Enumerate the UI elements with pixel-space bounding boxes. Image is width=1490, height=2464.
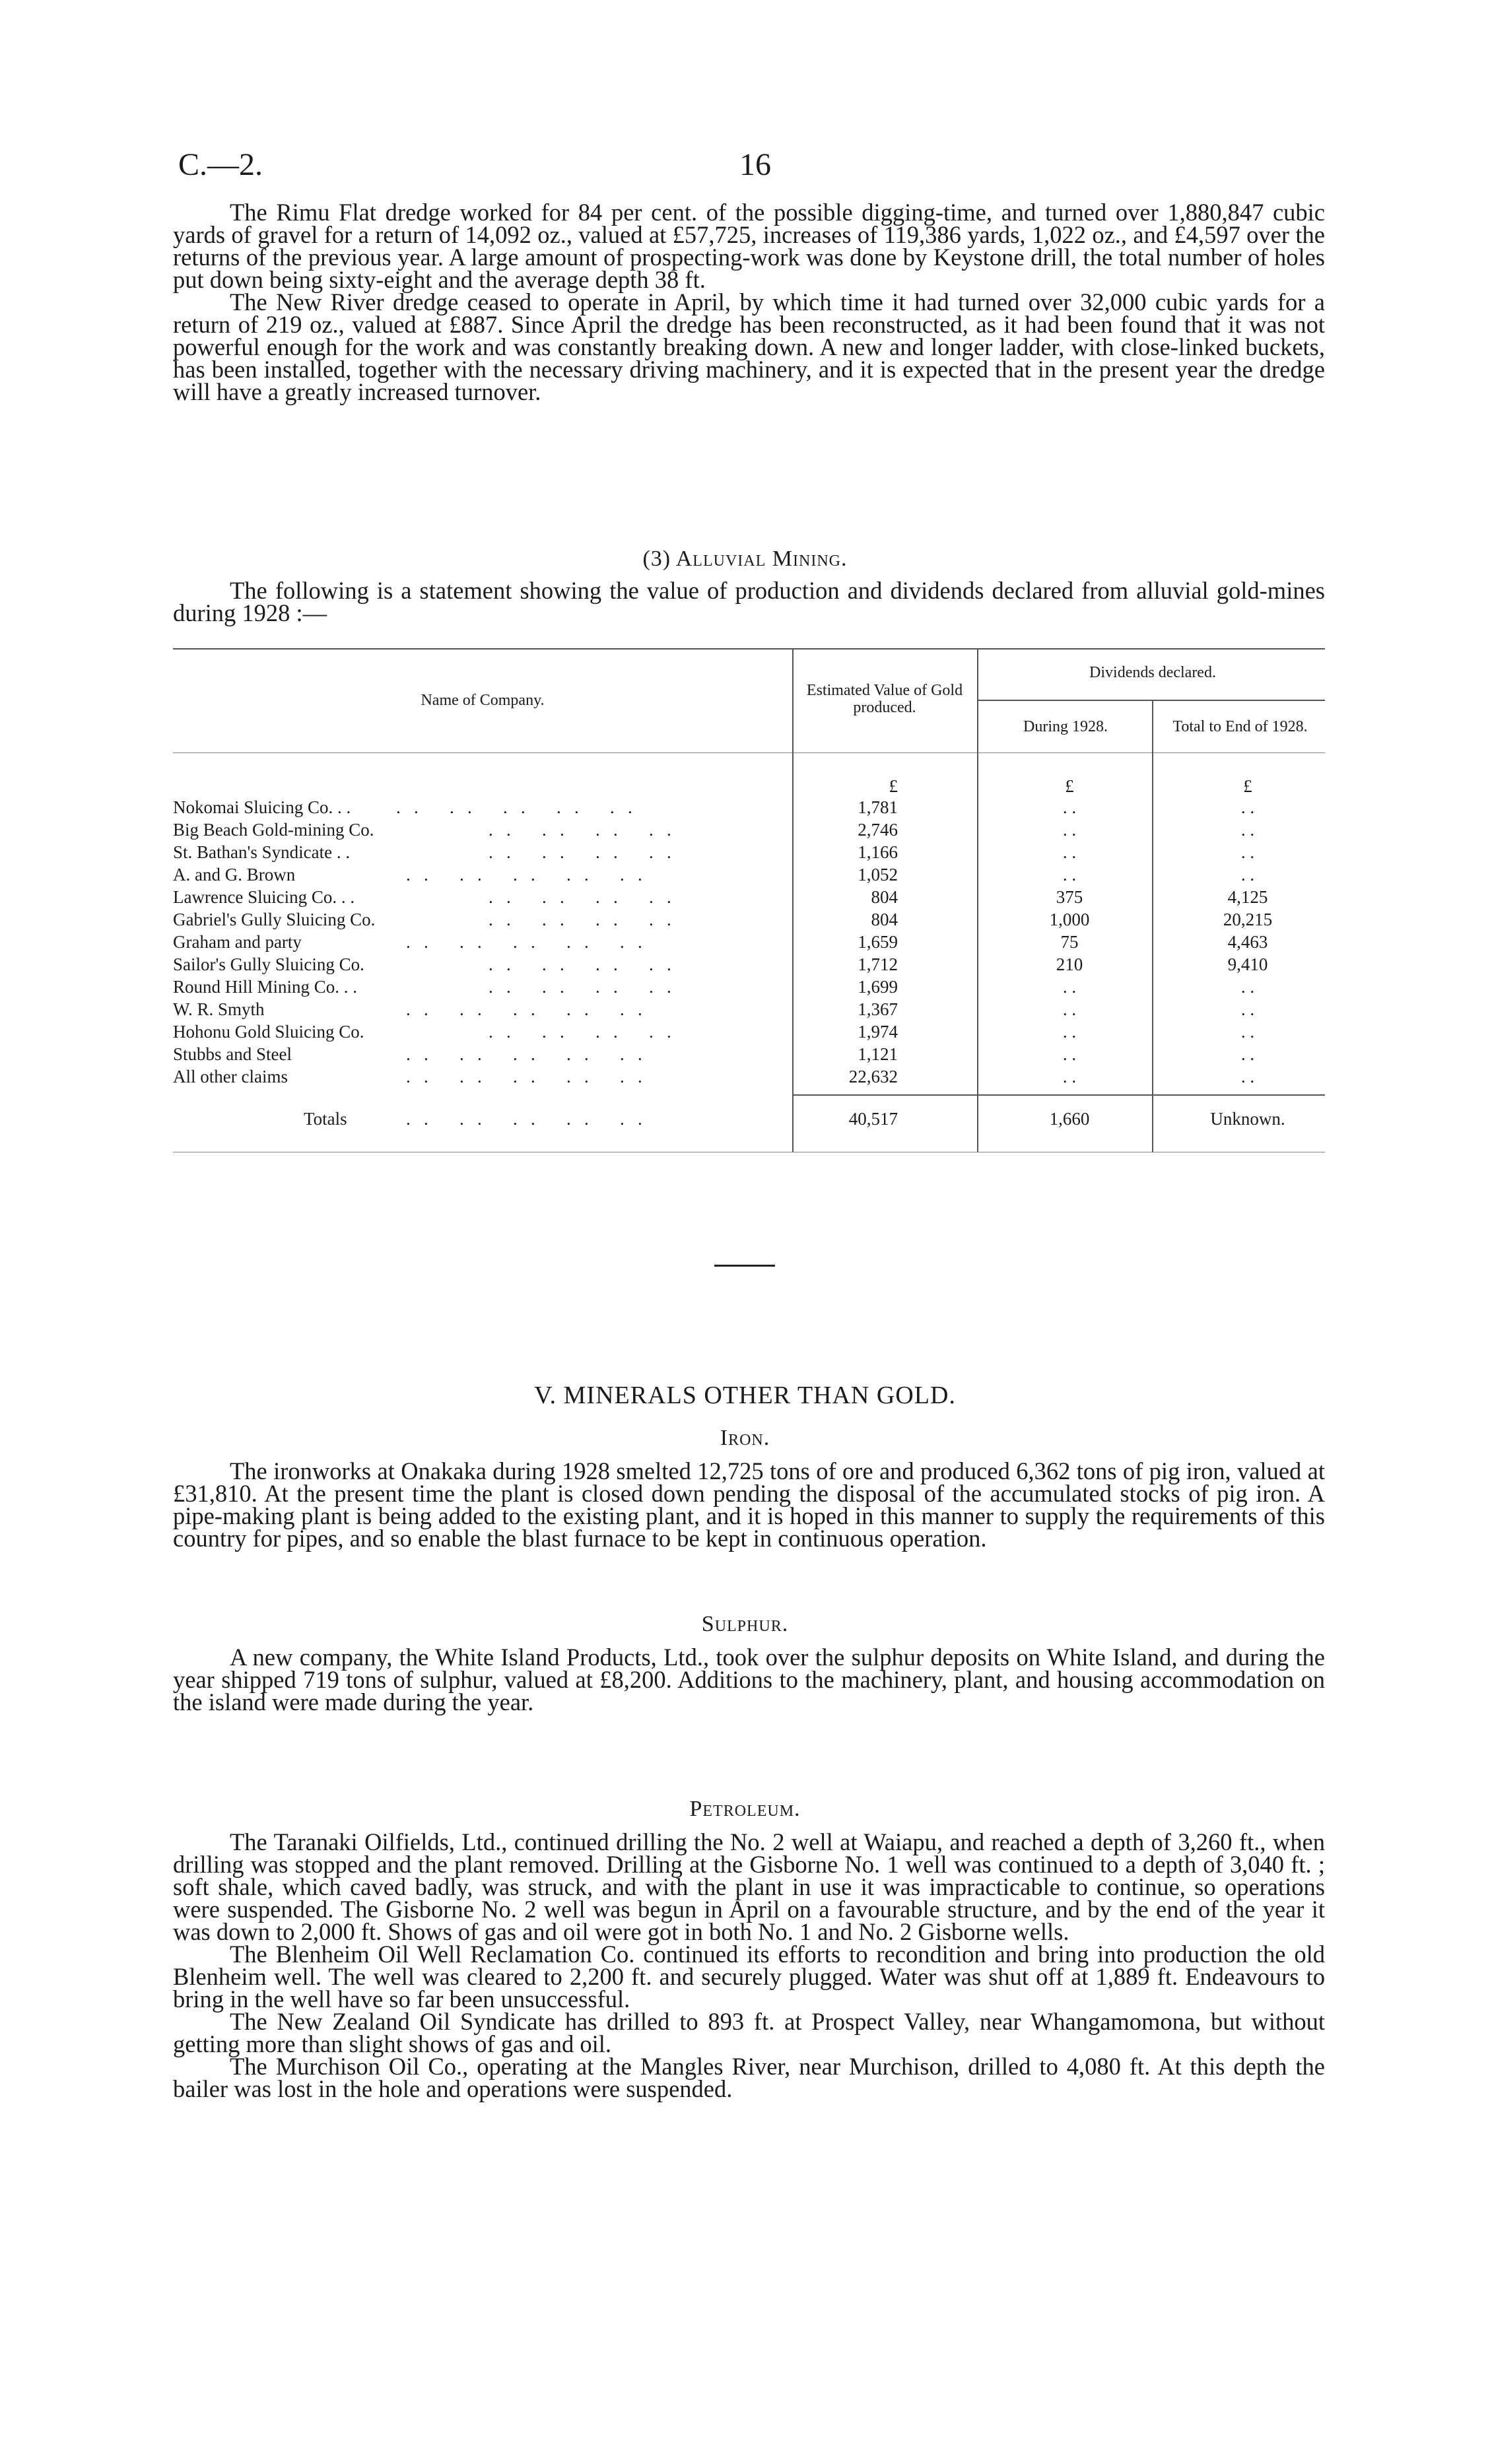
estimated-value: 1,367 xyxy=(858,999,898,1019)
dividend-during: 1,000 xyxy=(1049,910,1090,929)
alluvial-intro-paragraph: The following is a statement showing the value of production and dividends declared from alluvial gold-mines during 1928 :— xyxy=(173,577,1325,626)
col-header-total: Total to End of 1928. xyxy=(1172,718,1308,735)
dividend-during: . . xyxy=(1062,977,1077,997)
totals-label: Totals xyxy=(304,1109,347,1129)
table-row xyxy=(0,954,1490,977)
sulphur-text xyxy=(173,1646,1325,1714)
company-name: Lawrence Sluicing Co. . . xyxy=(173,887,355,907)
leader-dots: . . . . . . . . . . xyxy=(406,932,642,952)
section-separator xyxy=(714,1265,775,1267)
page-number: 16 xyxy=(739,147,771,182)
leader-dots: . . . . . . . . xyxy=(489,887,671,907)
report-reference: C.—2. xyxy=(178,147,263,182)
petroleum-paragraph-murchison: The Murchison Oil Co., operating at the Mangles River, near Murchison, drilled to 4,080 ft. At this depth the bailer was lost in the hole and operations were suspended. xyxy=(173,2053,1325,2102)
totals-estimated: 40,517 xyxy=(848,1109,898,1129)
estimated-value: 22,632 xyxy=(848,1067,898,1086)
dividend-total: 20,215 xyxy=(1223,910,1273,929)
company-name: W. R. Smyth xyxy=(173,999,265,1019)
dividend-total: . . xyxy=(1240,842,1255,862)
leader-dots: . . . . . . . . . . xyxy=(406,1109,642,1129)
estimated-value: 1,712 xyxy=(858,954,898,974)
sulphur-paragraph: A new company, the White Island Products, Ltd., took over the sulphur deposits on White Island, and during the year shipped 719 tons of sulphur, valued at £8,200. Additions to the machinery, plant, and housing accommodation on the island were made during the year. xyxy=(173,1644,1325,1715)
petroleum-paragraph-taranaki: The Taranaki Oilfields, Ltd., continued drilling the No. 2 well at Waiapu, and reached a depth of 3,260 ft., when drilling was stopped and the plant removed. Drilling at the Gisborne No. 1 well was continued to a depth of 3,040 ft. ; soft shale, which caved badly, was struck, and with the plant in use it was impracticable to continue, so operations were suspended. The Gisborne No. 2 well was begun in April on a favourable structure, and by the end of the year it was down to 2,000 ft. Shows of gas and oil were got in both No. 1 and No. 2 Gisborne wells. xyxy=(173,1828,1325,1945)
sulphur-heading: Sulphur. xyxy=(701,1612,789,1636)
company-name: St. Bathan's Syndicate . . xyxy=(173,842,351,862)
company-name: Sailor's Gully Sluicing Co. xyxy=(173,954,364,974)
dividend-during: . . xyxy=(1062,1022,1077,1042)
totals-total: Unknown. xyxy=(1210,1109,1285,1129)
table-row xyxy=(0,977,1490,999)
currency-symbol: £ xyxy=(1243,776,1252,796)
leader-dots: . . . . . . . . xyxy=(489,910,671,929)
dividend-during: . . xyxy=(1062,842,1077,862)
dividend-during: 375 xyxy=(1056,887,1083,907)
table-row xyxy=(0,1022,1490,1044)
alluvial-intro-text xyxy=(173,577,1325,626)
company-name: Stubbs and Steel xyxy=(173,1044,292,1064)
dividend-during: . . xyxy=(1062,820,1077,840)
dividend-total: . . xyxy=(1240,797,1255,817)
dividend-total: . . xyxy=(1240,1022,1255,1042)
col-header-during: During 1928. xyxy=(1023,718,1108,735)
leader-dots: . . . . . . . . xyxy=(489,954,671,974)
dividend-total: . . xyxy=(1240,1044,1255,1064)
dividends-sub-rule xyxy=(977,700,1325,701)
iron-paragraph: The ironworks at Onakaka during 1928 smelted 12,725 tons of ore and produced 6,362 tons of pig iron, valued at £31,810. At the present time the plant is closed down pending the disposal of the accumulated stocks of pig iron. A pipe-making plant is being added to the existing plant, and it is hoped in this manner to supply the requirements of this country for pipes, and so enable the blast furnace to be kept in continuous operation. xyxy=(173,1457,1325,1552)
leader-dots: . . . . . . . . . . xyxy=(406,865,642,884)
dividend-total: 9,410 xyxy=(1227,954,1268,974)
leader-dots: . . . . . . . . . . xyxy=(406,1067,642,1086)
currency-symbol: £ xyxy=(1065,776,1074,796)
currency-symbol: £ xyxy=(889,776,898,796)
dividend-during: . . xyxy=(1062,865,1077,884)
leader-dots: . . . . . . . . xyxy=(489,977,671,997)
dividend-total: . . xyxy=(1240,820,1255,840)
table-row xyxy=(0,820,1490,842)
rimu-flat-paragraph: The Rimu Flat dredge worked for 84 per cent. of the possible digging-time, and turned over 1,880,847 cubic yards of gravel for a return of 14,092 oz., valued at £57,725, increases of 119,386 yards, 1,022 oz., and £4,597 over the returns of the previous year. A large amount of prospecting-work was done by Keystone drill, the total number of holes put down being sixty-eight and the average depth 38 ft. xyxy=(173,199,1325,293)
leader-dots: . . . . . . . . xyxy=(489,820,671,840)
table-row xyxy=(0,842,1490,865)
petroleum-text xyxy=(173,1828,1325,2102)
dividend-total: . . xyxy=(1240,865,1255,884)
petroleum-paragraph-nz-oil: The New Zealand Oil Syndicate has drilled to 893 ft. at Prospect Valley, near Whangamomona, but without getting more than slight shows of gas and oil. xyxy=(173,2008,1325,2057)
intro-text xyxy=(173,201,1325,403)
table-row xyxy=(0,999,1490,1022)
estimated-value: 1,121 xyxy=(858,1044,898,1064)
estimated-value: 1,781 xyxy=(858,797,898,817)
company-name: Graham and party xyxy=(173,932,302,952)
iron-text xyxy=(173,1457,1325,1552)
table-row xyxy=(0,797,1490,820)
company-name: Round Hill Mining Co. . . xyxy=(173,977,358,997)
table-row xyxy=(0,887,1490,910)
new-river-paragraph: The New River dredge ceased to operate in April, by which time it had turned over 32,000 cubic yards for a return of 219 oz., valued at £887. Since April the dredge has been reconstructed, as it had been found that it was not powerful enough for the work and was constantly breaking down. A new and longer ladder, with close-linked buckets, has been installed, together with the necessary driving machinery, and it is expected that in the present year the dredge will have a greatly increased turnover. xyxy=(173,288,1325,405)
dividend-during: 210 xyxy=(1056,954,1083,974)
petroleum-heading: Petroleum. xyxy=(689,1797,801,1821)
estimated-value: 2,746 xyxy=(858,820,898,840)
leader-dots: . . . . . . . . xyxy=(489,1022,671,1042)
table-row xyxy=(0,1044,1490,1067)
estimated-value: 1,659 xyxy=(858,932,898,952)
table-row xyxy=(0,910,1490,932)
dividend-total: 4,463 xyxy=(1227,932,1268,952)
table-top-rule xyxy=(173,648,1325,649)
totals-rule xyxy=(792,1094,1325,1096)
col-header-dividends: Dividends declared. xyxy=(1089,664,1216,681)
company-name: Gabriel's Gully Sluicing Co. xyxy=(173,910,376,929)
table-row xyxy=(0,1067,1490,1089)
totals-during: 1,660 xyxy=(1049,1109,1090,1129)
totals-row xyxy=(0,1109,1490,1131)
table-row xyxy=(0,932,1490,954)
col-header-estimated: Estimated Value of Gold produced. xyxy=(806,682,963,716)
estimated-value: 804 xyxy=(871,910,898,929)
estimated-value: 804 xyxy=(871,887,898,907)
dividend-during: . . xyxy=(1062,999,1077,1019)
dividend-during: . . xyxy=(1062,1067,1077,1086)
dividend-total: . . xyxy=(1240,999,1255,1019)
dividend-total: . . xyxy=(1240,1067,1255,1086)
col-header-name: Name of Company. xyxy=(421,692,545,709)
dividend-during: . . xyxy=(1062,1044,1077,1064)
company-name: All other claims xyxy=(173,1067,288,1086)
leader-dots: . . . . . . . . xyxy=(489,842,671,862)
company-name: Big Beach Gold-mining Co. xyxy=(173,820,374,840)
leader-dots: . . . . . . . . . . xyxy=(406,1044,642,1064)
estimated-value: 1,052 xyxy=(858,865,898,884)
iron-heading: Iron. xyxy=(720,1426,770,1450)
alluvial-mining-heading: (3) Alluvial Mining. xyxy=(642,547,848,571)
leader-dots: . . . . . . . . . . xyxy=(406,999,642,1019)
estimated-value: 1,166 xyxy=(858,842,898,862)
company-name: Hohonu Gold Sluicing Co. xyxy=(173,1022,364,1042)
dividend-total: 4,125 xyxy=(1227,887,1268,907)
table-row xyxy=(0,865,1490,887)
leader-dots: . . . . . . . . . . xyxy=(396,797,632,817)
company-name: A. and G. Brown xyxy=(173,865,296,884)
dividend-total: . . xyxy=(1240,977,1255,997)
petroleum-paragraph-blenheim: The Blenheim Oil Well Reclamation Co. continued its efforts to recondition and bring into production the old Blenheim well. The well was cleared to 2,200 ft. and securely plugged. Water was shut off at 1,889 ft. Endeavours to bring in the well have so far been unsuccessful. xyxy=(173,1941,1325,2013)
dividend-during: . . xyxy=(1062,797,1077,817)
estimated-value: 1,699 xyxy=(858,977,898,997)
estimated-value: 1,974 xyxy=(858,1022,898,1042)
dividend-during: 75 xyxy=(1060,932,1079,952)
minerals-heading: V. MINERALS OTHER THAN GOLD. xyxy=(534,1382,956,1409)
company-name: Nokomai Sluicing Co. . . xyxy=(173,797,351,817)
